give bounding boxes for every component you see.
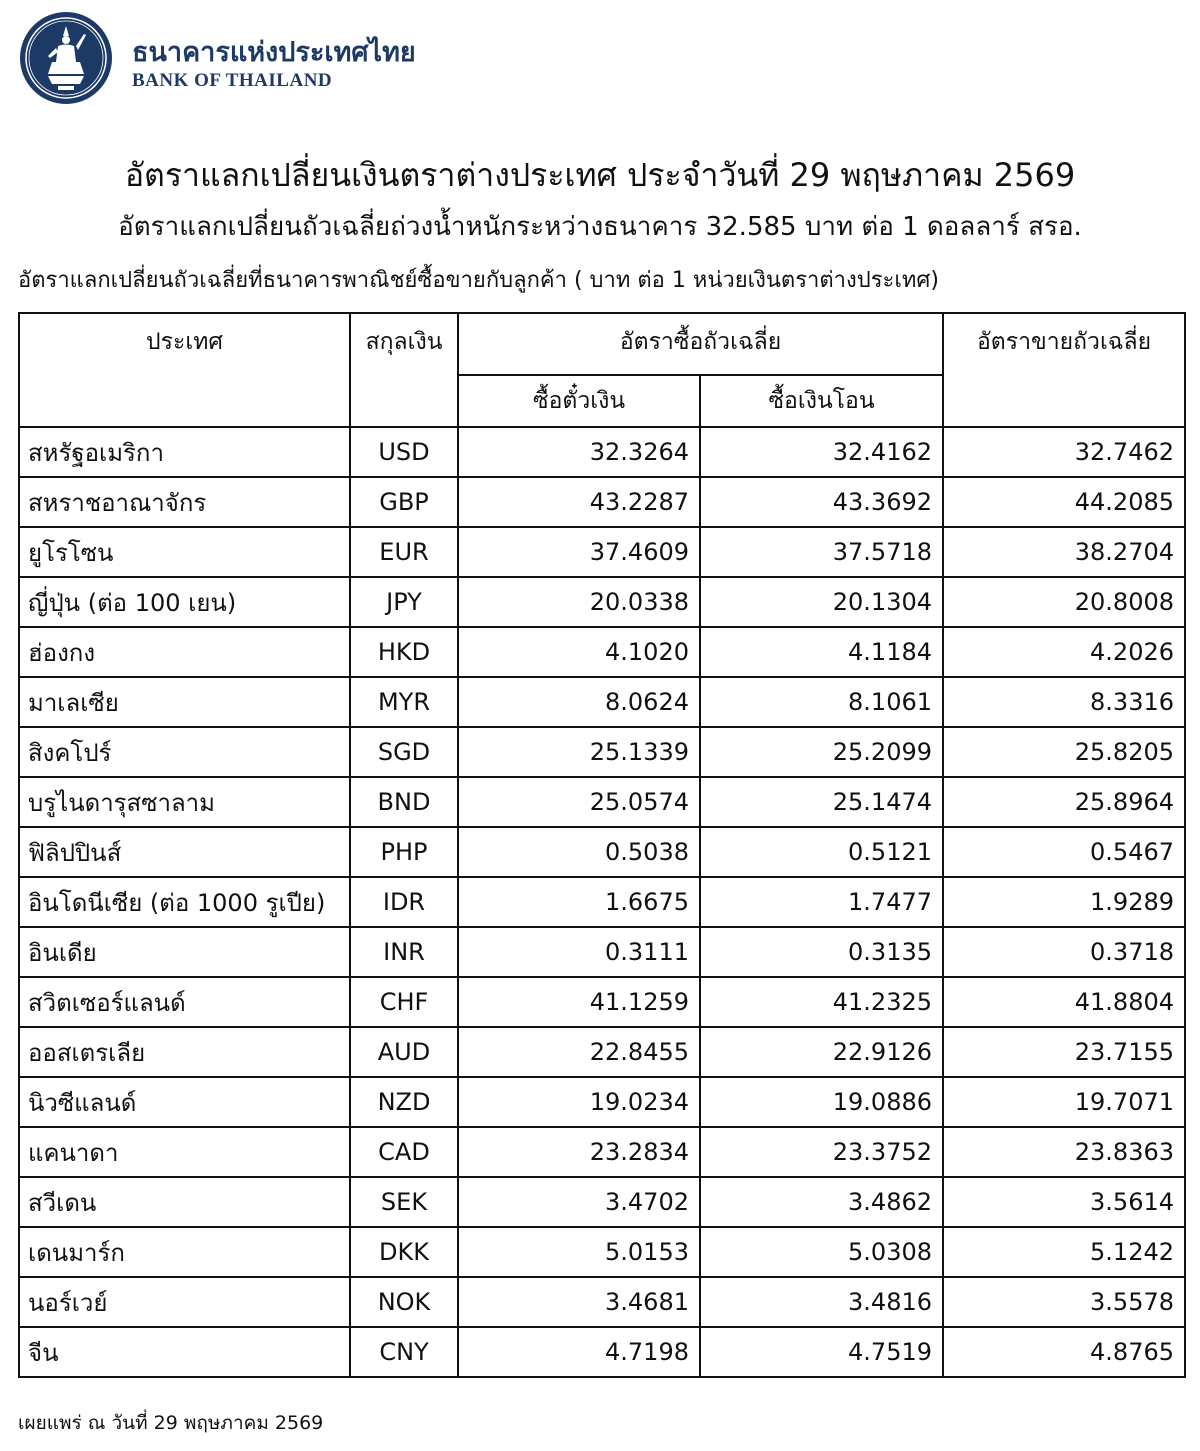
buy-transfer-rate-cell: 4.7519 — [700, 1327, 943, 1377]
header-buy-notes: ซื้อตั๋วเงิน — [458, 375, 700, 427]
country-cell: อินเดีย — [19, 927, 350, 977]
buy-transfer-rate-cell: 8.1061 — [700, 677, 943, 727]
buy-notes-rate-cell: 0.5038 — [458, 827, 700, 877]
buy-transfer-rate-cell: 19.0886 — [700, 1077, 943, 1127]
table-note: อัตราแลกเปลี่ยนถัวเฉลี่ยที่ธนาคารพาณิชย์ซื้อขายกับลูกค้า ( บาท ต่อ 1 หน่วยเงินตราต่างประเทศ) — [18, 268, 939, 293]
buy-notes-rate-cell: 0.3111 — [458, 927, 700, 977]
country-cell: สหรัฐอเมริกา — [19, 427, 350, 477]
sell-rate-cell: 38.2704 — [943, 527, 1185, 577]
buy-notes-rate-cell: 20.0338 — [458, 577, 700, 627]
sell-rate-cell: 41.8804 — [943, 977, 1185, 1027]
country-cell: จีน — [19, 1327, 350, 1377]
sell-rate-cell: 4.2026 — [943, 627, 1185, 677]
sell-rate-cell: 1.9289 — [943, 877, 1185, 927]
buy-notes-rate-cell: 19.0234 — [458, 1077, 700, 1127]
header-sell-average: อัตราขายถัวเฉลี่ย — [943, 313, 1185, 427]
currency-code-cell: MYR — [350, 677, 458, 727]
currency-code-cell: DKK — [350, 1227, 458, 1277]
buy-notes-rate-cell: 32.3264 — [458, 427, 700, 477]
table-row — [19, 627, 1185, 677]
header-buy-transfer: ซื้อเงินโอน — [700, 375, 943, 427]
country-cell: นิวซีแลนด์ — [19, 1077, 350, 1127]
sell-rate-cell: 25.8964 — [943, 777, 1185, 827]
sell-rate-cell: 5.1242 — [943, 1227, 1185, 1277]
buy-transfer-rate-cell: 43.3692 — [700, 477, 943, 527]
header-buy-average: อัตราซื้อถัวเฉลี่ย — [458, 313, 943, 375]
buy-notes-rate-cell: 41.1259 — [458, 977, 700, 1027]
currency-code-cell: NZD — [350, 1077, 458, 1127]
buy-notes-rate-cell: 25.0574 — [458, 777, 700, 827]
sell-rate-cell: 23.7155 — [943, 1027, 1185, 1077]
sell-rate-cell: 3.5614 — [943, 1177, 1185, 1227]
country-cell: ยูโรโซน — [19, 527, 350, 577]
table-row — [19, 527, 1185, 577]
currency-code-cell: CHF — [350, 977, 458, 1027]
table-row — [19, 1127, 1185, 1177]
table-row — [19, 977, 1185, 1027]
country-cell: นอร์เวย์ — [19, 1277, 350, 1327]
table-row — [19, 477, 1185, 527]
bank-name-thai: ธนาคารแห่งประเทศไทย — [132, 37, 416, 68]
buy-transfer-rate-cell: 25.2099 — [700, 727, 943, 777]
buy-notes-rate-cell: 43.2287 — [458, 477, 700, 527]
page-title: อัตราแลกเปลี่ยนเงินตราต่างประเทศ ประจำวันที่ 29 พฤษภาคม 2569 — [124, 156, 1076, 194]
page-header — [18, 10, 618, 110]
buy-notes-rate-cell: 37.4609 — [458, 527, 700, 577]
country-cell: ออสเตรเลีย — [19, 1027, 350, 1077]
country-cell: สหราชอาณาจักร — [19, 477, 350, 527]
buy-notes-rate-cell: 5.0153 — [458, 1227, 700, 1277]
country-cell: ญี่ปุ่น (ต่อ 100 เยน) — [19, 577, 350, 627]
currency-code-cell: BND — [350, 777, 458, 827]
buy-notes-rate-cell: 8.0624 — [458, 677, 700, 727]
country-cell: สิงคโปร์ — [19, 727, 350, 777]
table-row — [19, 727, 1185, 777]
country-cell: ฮ่องกง — [19, 627, 350, 677]
country-cell: แคนาดา — [19, 1127, 350, 1177]
buy-transfer-rate-cell: 20.1304 — [700, 577, 943, 627]
currency-code-cell: USD — [350, 427, 458, 477]
currency-code-cell: SGD — [350, 727, 458, 777]
bank-name-english: BANK OF THAILAND — [132, 70, 333, 91]
table-row — [19, 877, 1185, 927]
currency-code-cell: SEK — [350, 1177, 458, 1227]
buy-transfer-rate-cell: 25.1474 — [700, 777, 943, 827]
buy-transfer-rate-cell: 1.7477 — [700, 877, 943, 927]
published-date: เผยแพร่ ณ วันที่ 29 พฤษภาคม 2569 — [18, 1412, 324, 1434]
buy-transfer-rate-cell: 0.5121 — [700, 827, 943, 877]
sell-rate-cell: 4.8765 — [943, 1327, 1185, 1377]
buy-transfer-rate-cell: 0.3135 — [700, 927, 943, 977]
currency-code-cell: CAD — [350, 1127, 458, 1177]
currency-code-cell: EUR — [350, 527, 458, 577]
currency-code-cell: JPY — [350, 577, 458, 627]
buy-notes-rate-cell: 25.1339 — [458, 727, 700, 777]
buy-notes-rate-cell: 22.8455 — [458, 1027, 700, 1077]
buy-notes-rate-cell: 3.4702 — [458, 1177, 700, 1227]
country-cell: บรูไนดารุสซาลาม — [19, 777, 350, 827]
sell-rate-cell: 0.3718 — [943, 927, 1185, 977]
buy-transfer-rate-cell: 37.5718 — [700, 527, 943, 577]
table-row — [19, 1077, 1185, 1127]
sell-rate-cell: 32.7462 — [943, 427, 1185, 477]
header-currency: สกุลเงิน — [350, 313, 458, 427]
sell-rate-cell: 19.7071 — [943, 1077, 1185, 1127]
buy-transfer-rate-cell: 4.1184 — [700, 627, 943, 677]
buy-notes-rate-cell: 23.2834 — [458, 1127, 700, 1177]
currency-code-cell: IDR — [350, 877, 458, 927]
country-cell: ฟิลิปปินส์ — [19, 827, 350, 877]
table-row — [19, 1227, 1185, 1277]
table-row — [19, 1277, 1185, 1327]
table-row — [19, 577, 1185, 627]
buy-transfer-rate-cell: 23.3752 — [700, 1127, 943, 1177]
sell-rate-cell: 0.5467 — [943, 827, 1185, 877]
country-cell: มาเลเซีย — [19, 677, 350, 727]
sell-rate-cell: 44.2085 — [943, 477, 1185, 527]
sell-rate-cell: 20.8008 — [943, 577, 1185, 627]
currency-code-cell: AUD — [350, 1027, 458, 1077]
buy-transfer-rate-cell: 3.4862 — [700, 1177, 943, 1227]
table-row — [19, 1027, 1185, 1077]
currency-code-cell: NOK — [350, 1277, 458, 1327]
country-cell: อินโดนีเซีย (ต่อ 1000 รูเปีย) — [19, 877, 350, 927]
sell-rate-cell: 3.5578 — [943, 1277, 1185, 1327]
buy-transfer-rate-cell: 3.4816 — [700, 1277, 943, 1327]
country-cell: สวิตเซอร์แลนด์ — [19, 977, 350, 1027]
table-row — [19, 427, 1185, 477]
buy-notes-rate-cell: 3.4681 — [458, 1277, 700, 1327]
buy-notes-rate-cell: 4.1020 — [458, 627, 700, 677]
bank-of-thailand-seal-icon — [18, 10, 114, 106]
sell-rate-cell: 25.8205 — [943, 727, 1185, 777]
buy-transfer-rate-cell: 22.9126 — [700, 1027, 943, 1077]
table-row — [19, 827, 1185, 877]
table-row — [19, 1327, 1185, 1377]
country-cell: สวีเดน — [19, 1177, 350, 1227]
buy-transfer-rate-cell: 41.2325 — [700, 977, 943, 1027]
header-country: ประเทศ — [19, 313, 350, 427]
currency-code-cell: HKD — [350, 627, 458, 677]
buy-transfer-rate-cell: 5.0308 — [700, 1227, 943, 1277]
table-row — [19, 927, 1185, 977]
buy-notes-rate-cell: 1.6675 — [458, 877, 700, 927]
currency-code-cell: GBP — [350, 477, 458, 527]
sell-rate-cell: 8.3316 — [943, 677, 1185, 727]
country-cell: เดนมาร์ก — [19, 1227, 350, 1277]
buy-notes-rate-cell: 4.7198 — [458, 1327, 700, 1377]
currency-code-cell: CNY — [350, 1327, 458, 1377]
table-row — [19, 677, 1185, 727]
table-row — [19, 777, 1185, 827]
currency-code-cell: INR — [350, 927, 458, 977]
exchange-rate-table — [18, 312, 1186, 1378]
sell-rate-cell: 23.8363 — [943, 1127, 1185, 1177]
buy-transfer-rate-cell: 32.4162 — [700, 427, 943, 477]
table-row — [19, 1177, 1185, 1227]
currency-code-cell: PHP — [350, 827, 458, 877]
page-subtitle: อัตราแลกเปลี่ยนถัวเฉลี่ยถ่วงน้ำหนักระหว่างธนาคาร 32.585 บาท ต่อ 1 ดอลลาร์ สรอ. — [118, 212, 1082, 242]
